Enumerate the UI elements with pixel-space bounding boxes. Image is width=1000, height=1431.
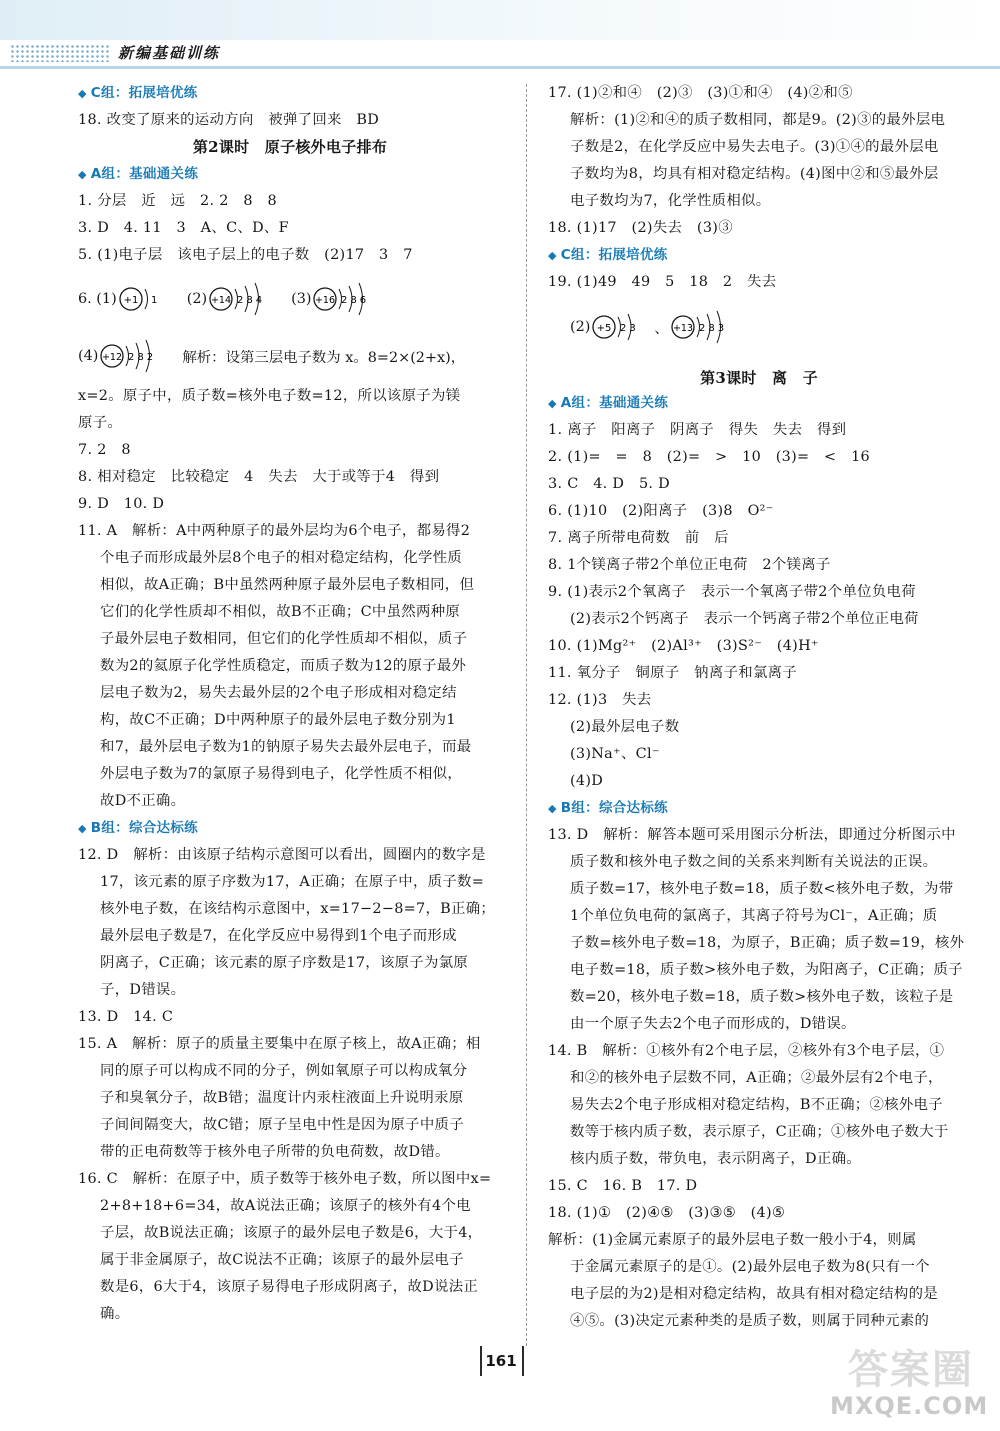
atom-icon xyxy=(207,279,279,319)
answer-line: 13. D 14. C xyxy=(78,1009,174,1025)
answer-line: 数等于核内质子数，表示原子，C正确；①核外电子数大于 xyxy=(570,1124,949,1140)
answer-line: 12. (1)3 失去 xyxy=(548,692,652,708)
answer-line: 子数是2，在化学反应中易失去电子。(3)①④的最外层电 xyxy=(570,139,939,155)
lesson-title: 第2课时 原子核外电子排布 xyxy=(192,138,388,156)
answer-line: 解析：设第三层电子数为 x。8=2×(2+x)， xyxy=(182,349,466,366)
atom-diagram-row xyxy=(548,296,970,358)
answer-line: 电子层的为2)是相对稳定结构，故具有相对稳定结构的是 xyxy=(570,1286,938,1302)
answer-line: 它们的化学性质却不相似，故B不正确；C中虽然两种原 xyxy=(100,604,461,620)
answer-line: (2) xyxy=(570,319,591,335)
answer-line: 15. C 16. B 17. D xyxy=(548,1178,698,1194)
shell-electrons: 283 xyxy=(698,323,727,334)
answer-line: 9. D 10. D xyxy=(78,496,165,512)
shell-electrons: 286 xyxy=(341,295,370,306)
answer-line: 属于非金属原子，故C说法不正确；该原子的最外层电子 xyxy=(100,1252,464,1268)
answer-line: 1. 离子 阳离子 阴离子 得失 失去 得到 xyxy=(548,422,847,438)
answer-line: 层电子数为2，易失去最外层的2个电子形成相对稳定结 xyxy=(100,685,457,701)
answer-line: 2+8+18+6=34，故A说法正确；该原子的核外有4个电 xyxy=(100,1198,471,1214)
atom-structure-diagram xyxy=(98,336,170,376)
answer-line: 核外电子数，在该结构示意图中，x=17−2−8=7，B正确； xyxy=(100,901,496,917)
answer-line: 同的原子可以构成不同的分子，例如氧原子可以构成氧分 xyxy=(100,1063,468,1079)
answer-line: 个电子而形成最外层8个电子的相对稳定结构，化学性质 xyxy=(100,550,463,566)
answer-line: 电子数均为7，化学性质相似。 xyxy=(570,193,771,209)
section-heading: ◆ B组：综合达标练 xyxy=(78,815,502,842)
answer-line: (4)D xyxy=(570,773,604,789)
answer-line: 相似，故A正确；B中虽然两种原子最外层电子数相同，但 xyxy=(100,577,475,593)
answer-line: 9. (1)表示2个氧离子 表示一个氧离子带2个单位负电荷 xyxy=(548,584,916,600)
answer-line: 11. A 解析：A中两种原子的最外层均为6个电子，都易得2 xyxy=(78,523,471,539)
shell-electrons: 282 xyxy=(128,352,157,363)
answer-line: 18. 改变了原来的运动方向 被弹了回来 BD xyxy=(78,112,380,128)
answer-line: 1个单位负电荷的氯离子，其离子符号为Cl⁻，A正确；质 xyxy=(570,908,938,924)
answer-line: 8. 1个镁离子带2个单位正电荷 2个镁离子 xyxy=(548,557,831,573)
answer-line: (2)表示2个钙离子 表示一个钙离子带2个单位正电荷 xyxy=(570,611,919,627)
left-column xyxy=(78,80,502,1328)
atom-icon xyxy=(98,336,170,376)
separator: 、 xyxy=(654,320,669,337)
answer-line: 子最外层电子数相同，但它们的化学性质却不相似，质子 xyxy=(100,631,468,647)
book-series-title: 新编基础训练 xyxy=(118,44,221,62)
answer-line: 数为2的氦原子化学性质稳定，而质子数为12的原子最外 xyxy=(100,658,467,674)
section-heading: ◆ A组：基础通关练 xyxy=(78,161,502,188)
answer-line: 易失去2个电子形成相对稳定结构，B不正确；②核外电子 xyxy=(570,1097,943,1113)
answer-line: 子，D错误。 xyxy=(100,982,186,998)
answer-line: 18. (1)17 (2)失去 (3)③ xyxy=(548,220,733,236)
answer-line: 构，故C不正确；D中两种原子的最外层电子数分别为1 xyxy=(100,712,456,728)
answer-line: 11. 氧分子 铜原子 钠离子和氯离子 xyxy=(548,665,798,681)
right-column xyxy=(548,80,970,1335)
nucleus-label: +13 xyxy=(672,323,693,334)
section-heading: ◆ C组：拓展培优练 xyxy=(548,242,970,269)
atom-icon xyxy=(590,307,652,347)
answer-line: x=2。原子中，质子数=核外电子数=12，所以该原子为镁 xyxy=(78,388,461,404)
answer-line: 2. (1)= = 8 (2)= > 10 (3)= < 16 xyxy=(548,449,871,465)
answer-line: 于金属元素原子的是①。(2)最外层电子数为8(只有一个 xyxy=(570,1259,930,1275)
nucleus-label: +5 xyxy=(597,323,612,334)
nucleus-label: +12 xyxy=(102,352,123,363)
answer-line: 阴离子，C正确；该元素的原子序数是17，该原子为氯原 xyxy=(100,955,469,971)
atom-structure-diagram xyxy=(590,307,652,347)
answer-line: 子间间隔变大，故C错；原子呈电中性是因为原子中质子 xyxy=(100,1117,464,1133)
nucleus-label: +16 xyxy=(315,295,336,306)
atom-icon xyxy=(669,307,741,347)
answer-line: 确。 xyxy=(100,1306,130,1322)
answer-line: 19. (1)49 49 5 18 2 失去 xyxy=(548,274,777,290)
answer-line: 8. 相对稳定 比较稳定 4 失去 大于或等于4 得到 xyxy=(78,469,440,485)
answer-line: 16. C 解析：在原子中，质子数等于核外电子数，所以图中x= xyxy=(78,1171,492,1187)
header-rule xyxy=(0,66,1000,69)
shell-electrons: 284 xyxy=(237,295,266,306)
answer-line: 7. 离子所带电荷数 前 后 xyxy=(548,530,729,546)
nucleus-label: +1 xyxy=(123,295,139,306)
answer-line: 子数均为8，均具有相对稳定结构。(4)图中②和⑤最外层 xyxy=(570,166,939,182)
answer-line: 质子数=17，核外电子数=18，质子数<核外电子数，为带 xyxy=(570,881,954,897)
answer-line: 6. (1) xyxy=(78,291,117,307)
answer-line: 1. 分层 近 远 2. 2 8 8 xyxy=(78,193,277,209)
answer-line: 故D不正确。 xyxy=(100,793,186,809)
answer-line: (3) xyxy=(291,291,312,307)
answer-line: 子数=核外电子数=18，为原子，B正确；质子数=19，核外 xyxy=(570,935,965,951)
answer-line: 13. D 解析：解答本题可采用图示分析法，即通过分析图示中 xyxy=(548,827,956,843)
answer-line: 12. D 解析：由该原子结构示意图可以看出，圆圈内的数字是 xyxy=(78,847,486,863)
answer-line: 子和臭氧分子，故B错；温度计内汞柱液面上升说明汞原 xyxy=(100,1090,464,1106)
answer-line: (2) xyxy=(186,291,208,307)
atom-structure-diagram xyxy=(117,279,175,319)
answer-line: 15. A 解析：原子的质量主要集中在原子核上，故A正确；相 xyxy=(78,1036,481,1052)
answer-line: (2)最外层电子数 xyxy=(570,719,680,735)
answer-line: 原子。 xyxy=(78,415,123,431)
shell-electrons: 23 xyxy=(620,323,640,334)
atom-icon xyxy=(117,279,175,319)
answer-line: (3)Na⁺、Cl⁻ xyxy=(570,746,660,762)
page-number: 161 xyxy=(485,1352,517,1370)
answer-line: 最外层电子数是7，在化学反应中易得到1个电子而形成 xyxy=(100,928,457,944)
answer-line: 解析：(1)②和④的质子数相同，都是9。(2)③的最外层电 xyxy=(570,112,946,128)
watermark-logo: 答案圈 xyxy=(848,1347,974,1393)
answer-line: 由一个原子失去2个电子而形成的，D错误。 xyxy=(570,1016,856,1032)
atom-structure-diagram xyxy=(311,279,383,319)
answer-line: 3. C 4. D 5. D xyxy=(548,476,670,492)
answer-line: 质子数和核外电子数之间的关系来判断有关说法的正误。 xyxy=(570,854,938,870)
column-divider xyxy=(526,84,527,1346)
answer-line: 子层，故B说法正确；该原子的最外层电子数是6，大于4， xyxy=(100,1225,483,1241)
answer-line: 电子数=18，质子数>核外电子数，为阳离子，C正确；质子 xyxy=(570,962,963,978)
answer-line: 17，该元素的原子序数为17，A正确；在原子中，质子数= xyxy=(100,874,485,890)
section-heading: ◆ B组：综合达标练 xyxy=(548,795,970,822)
atom-diagram-row xyxy=(78,269,502,329)
lesson-title: 第3课时 离 子 xyxy=(700,369,818,387)
answer-line: 带的正电荷数等于核外电子所带的负电荷数，故D错。 xyxy=(100,1144,450,1160)
answer-line: 17. (1)②和④ (2)③ (3)①和④ (4)②和⑤ xyxy=(548,85,853,101)
answer-line: 18. (1)① (2)④⑤ (3)③⑤ (4)⑤ xyxy=(548,1205,786,1221)
shell-electrons: 1 xyxy=(150,295,158,306)
answer-line: ④⑤。(3)决定元素种类的是质子数，则属于同种元素的 xyxy=(570,1313,930,1329)
watermark-text: MXQE.COM xyxy=(830,1392,989,1420)
answer-line: 核内质子数，带负电，表示阴离子，D正确。 xyxy=(570,1151,861,1167)
section-heading: ◆ C组：拓展培优练 xyxy=(78,80,502,107)
answer-line: 数=20，核外电子数=18，质子数>核外电子数，该粒子是 xyxy=(570,989,954,1005)
atom-structure-diagram xyxy=(669,307,741,347)
answer-line: 14. B 解析：①核外有2个电子层，②核外有3个电子层，① xyxy=(548,1043,945,1059)
answer-line: 解析：(1)金属元素原子的最外层电子数一般小于4，则属 xyxy=(548,1232,917,1248)
answer-line: 和7，最外层电子数为1的钠原子易失去最外层电子，而最 xyxy=(100,739,472,755)
atom-diagram-row xyxy=(78,329,502,383)
answer-line: 5. (1)电子层 该电子层上的电子数 (2)17 3 7 xyxy=(78,247,413,263)
header-dot-pattern xyxy=(10,44,110,62)
atom-icon xyxy=(311,279,383,319)
answer-line: 外层电子数为7的氯原子易得到电子，化学性质不相似， xyxy=(100,766,463,782)
answer-line: (4) xyxy=(78,348,99,364)
answer-line: 数是6，6大于4，该原子易得电子形成阴离子，故D说法正 xyxy=(100,1279,479,1295)
page-number-bracket xyxy=(522,1346,524,1376)
section-heading: ◆ A组：基础通关练 xyxy=(548,390,970,417)
answer-line: 7. 2 8 xyxy=(78,442,131,458)
answer-line: 3. D 4. 11 3 A、C、D、F xyxy=(78,220,289,236)
atom-structure-diagram xyxy=(207,279,279,319)
answer-line: 10. (1)Mg²⁺ (2)Al³⁺ (3)S²⁻ (4)H⁺ xyxy=(548,638,819,654)
nucleus-label: +14 xyxy=(211,295,232,306)
top-banner xyxy=(0,0,1000,40)
answer-line: 6. (1)10 (2)阳离子 (3)8 O²⁻ xyxy=(548,503,774,519)
answer-line: 和②的核外电子层数不同，A正确；②最外层有2个电子， xyxy=(570,1070,943,1086)
